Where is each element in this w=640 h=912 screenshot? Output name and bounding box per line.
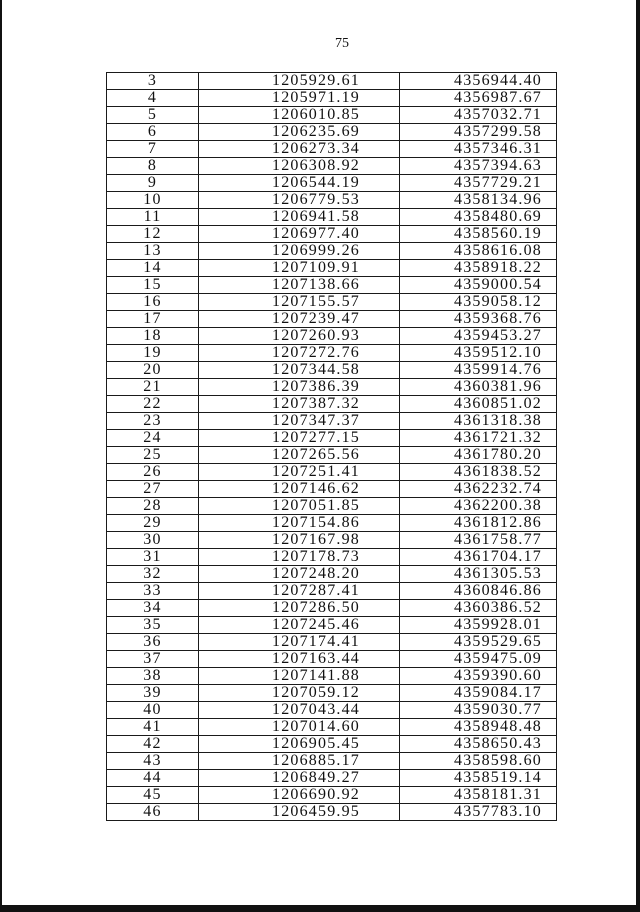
table-row	[107, 464, 557, 481]
table-cell-col2: 1206544.19	[199, 175, 400, 192]
table-row	[107, 600, 557, 617]
table-cell-col3: 4358918.22	[400, 260, 557, 277]
table-cell-index: 31	[107, 549, 199, 566]
table-cell-col3: 4359914.76	[400, 362, 557, 379]
table-cell-col2: 1207347.37	[199, 413, 400, 430]
table-cell-index: 34	[107, 600, 199, 617]
table-row	[107, 243, 557, 260]
table-cell-index: 4	[107, 90, 199, 107]
table-cell-col2: 1205929.61	[199, 73, 400, 90]
table-row	[107, 617, 557, 634]
table-row	[107, 124, 557, 141]
table-cell-index: 38	[107, 668, 199, 685]
table-cell-col3: 4359390.60	[400, 668, 557, 685]
table-cell-col3: 4358519.14	[400, 770, 557, 787]
table-row	[107, 719, 557, 736]
table-cell-index: 14	[107, 260, 199, 277]
scan-border-left	[0, 0, 2, 912]
table-cell-col2: 1207386.39	[199, 379, 400, 396]
table-cell-col3: 4359475.09	[400, 651, 557, 668]
table-cell-col3: 4357346.31	[400, 141, 557, 158]
table-cell-col3: 4359529.65	[400, 634, 557, 651]
table-cell-col2: 1207387.32	[199, 396, 400, 413]
table-row	[107, 90, 557, 107]
table-row	[107, 294, 557, 311]
table-cell-index: 45	[107, 787, 199, 804]
table-cell-index: 24	[107, 430, 199, 447]
table-cell-col3: 4361838.52	[400, 464, 557, 481]
table-row	[107, 753, 557, 770]
table-cell-index: 13	[107, 243, 199, 260]
table-cell-col2: 1207286.50	[199, 600, 400, 617]
table-cell-col3: 4361704.17	[400, 549, 557, 566]
table-cell-col2: 1206690.92	[199, 787, 400, 804]
table-cell-col2: 1207138.66	[199, 277, 400, 294]
table-cell-col3: 4359000.54	[400, 277, 557, 294]
table-cell-index: 26	[107, 464, 199, 481]
table-cell-col3: 4359512.10	[400, 345, 557, 362]
table-cell-col3: 4360846.86	[400, 583, 557, 600]
table-cell-col2: 1207141.88	[199, 668, 400, 685]
table-row	[107, 566, 557, 583]
table-cell-index: 21	[107, 379, 199, 396]
table-row	[107, 362, 557, 379]
table-cell-index: 27	[107, 481, 199, 498]
table-cell-col2: 1206905.45	[199, 736, 400, 753]
table-row	[107, 668, 557, 685]
table-cell-col3: 4358616.08	[400, 243, 557, 260]
table-cell-index: 29	[107, 515, 199, 532]
table-row	[107, 73, 557, 90]
table-row	[107, 532, 557, 549]
table-cell-col2: 1207059.12	[199, 685, 400, 702]
table-cell-col2: 1207051.85	[199, 498, 400, 515]
table-row	[107, 804, 557, 821]
table-row	[107, 685, 557, 702]
table-cell-col2: 1207167.98	[199, 532, 400, 549]
table-row	[107, 379, 557, 396]
table-cell-col2: 1207251.41	[199, 464, 400, 481]
table-cell-col3: 4356944.40	[400, 73, 557, 90]
table-row	[107, 787, 557, 804]
table-row	[107, 328, 557, 345]
table-cell-index: 11	[107, 209, 199, 226]
table-cell-index: 46	[107, 804, 199, 821]
table-cell-col3: 4357729.21	[400, 175, 557, 192]
table-cell-col3: 4357299.58	[400, 124, 557, 141]
table-row	[107, 260, 557, 277]
table-cell-col2: 1205971.19	[199, 90, 400, 107]
table-cell-index: 5	[107, 107, 199, 124]
table-cell-col2: 1206273.34	[199, 141, 400, 158]
table-cell-col2: 1207178.73	[199, 549, 400, 566]
table-cell-col2: 1207043.44	[199, 702, 400, 719]
table-cell-col2: 1206235.69	[199, 124, 400, 141]
table-cell-col3: 4359928.01	[400, 617, 557, 634]
table-row	[107, 634, 557, 651]
table-cell-index: 33	[107, 583, 199, 600]
table-row	[107, 311, 557, 328]
table-cell-index: 44	[107, 770, 199, 787]
table-cell-index: 25	[107, 447, 199, 464]
table-cell-col2: 1206459.95	[199, 804, 400, 821]
table-cell-col2: 1207154.86	[199, 515, 400, 532]
page-number: 75	[335, 36, 349, 51]
table-cell-col3: 4359368.76	[400, 311, 557, 328]
table-row	[107, 345, 557, 362]
table-cell-index: 41	[107, 719, 199, 736]
table-cell-col2: 1206308.92	[199, 158, 400, 175]
table-row	[107, 277, 557, 294]
scan-border-bottom	[0, 905, 640, 912]
table-cell-index: 17	[107, 311, 199, 328]
scan-border-right	[636, 0, 640, 912]
table-cell-index: 8	[107, 158, 199, 175]
table-cell-col3: 4360851.02	[400, 396, 557, 413]
table-cell-col3: 4358480.69	[400, 209, 557, 226]
table-row	[107, 209, 557, 226]
table-cell-col3: 4356987.67	[400, 90, 557, 107]
table-cell-col3: 4359084.17	[400, 685, 557, 702]
table-cell-col2: 1207109.91	[199, 260, 400, 277]
table-cell-col2: 1206885.17	[199, 753, 400, 770]
table-cell-index: 28	[107, 498, 199, 515]
table-row	[107, 702, 557, 719]
table-cell-index: 6	[107, 124, 199, 141]
table-cell-col3: 4358181.31	[400, 787, 557, 804]
table-cell-index: 23	[107, 413, 199, 430]
table-row	[107, 515, 557, 532]
table-cell-col2: 1207272.76	[199, 345, 400, 362]
table-row	[107, 770, 557, 787]
coordinates-table	[106, 72, 557, 821]
table-cell-col2: 1206941.58	[199, 209, 400, 226]
table-cell-col2: 1207260.93	[199, 328, 400, 345]
table-cell-col2: 1207287.41	[199, 583, 400, 600]
table-cell-index: 32	[107, 566, 199, 583]
table-cell-col2: 1206999.26	[199, 243, 400, 260]
table-cell-col2: 1207146.62	[199, 481, 400, 498]
table-cell-col2: 1207239.47	[199, 311, 400, 328]
table-row	[107, 498, 557, 515]
table-cell-col3: 4361305.53	[400, 566, 557, 583]
table-row	[107, 396, 557, 413]
table-cell-index: 20	[107, 362, 199, 379]
table-cell-index: 22	[107, 396, 199, 413]
table-cell-col3: 4360386.52	[400, 600, 557, 617]
table-cell-col3: 4361758.77	[400, 532, 557, 549]
table-cell-index: 36	[107, 634, 199, 651]
table-cell-col3: 4358134.96	[400, 192, 557, 209]
table-row	[107, 192, 557, 209]
table-cell-col2: 1207014.60	[199, 719, 400, 736]
table-cell-index: 7	[107, 141, 199, 158]
table-cell-col3: 4361318.38	[400, 413, 557, 430]
table-cell-index: 18	[107, 328, 199, 345]
table-cell-index: 43	[107, 753, 199, 770]
table-cell-col2: 1207245.46	[199, 617, 400, 634]
table-cell-index: 30	[107, 532, 199, 549]
table-cell-col3: 4359030.77	[400, 702, 557, 719]
table-cell-index: 15	[107, 277, 199, 294]
table-cell-col2: 1207155.57	[199, 294, 400, 311]
table-cell-col3: 4358598.60	[400, 753, 557, 770]
table-cell-col2: 1206977.40	[199, 226, 400, 243]
table-row	[107, 175, 557, 192]
table-row	[107, 447, 557, 464]
table-cell-index: 39	[107, 685, 199, 702]
table-cell-col2: 1206010.85	[199, 107, 400, 124]
table-cell-col3: 4358560.19	[400, 226, 557, 243]
table-row	[107, 413, 557, 430]
table-row	[107, 141, 557, 158]
table-cell-col3: 4360381.96	[400, 379, 557, 396]
table-cell-col3: 4362200.38	[400, 498, 557, 515]
table-cell-index: 19	[107, 345, 199, 362]
table-cell-col3: 4361721.32	[400, 430, 557, 447]
table-cell-col2: 1207248.20	[199, 566, 400, 583]
table-row	[107, 107, 557, 124]
table-cell-index: 40	[107, 702, 199, 719]
table-cell-index: 9	[107, 175, 199, 192]
table-row	[107, 226, 557, 243]
table-cell-index: 35	[107, 617, 199, 634]
table-cell-col3: 4359453.27	[400, 328, 557, 345]
table-cell-index: 42	[107, 736, 199, 753]
table-cell-col3: 4357783.10	[400, 804, 557, 821]
table-row	[107, 430, 557, 447]
table-cell-col3: 4359058.12	[400, 294, 557, 311]
table-cell-index: 37	[107, 651, 199, 668]
table-cell-col2: 1207277.15	[199, 430, 400, 447]
table-cell-col2: 1207344.58	[199, 362, 400, 379]
table-cell-index: 16	[107, 294, 199, 311]
table-cell-col2: 1206849.27	[199, 770, 400, 787]
table-row	[107, 158, 557, 175]
table-cell-col3: 4358948.48	[400, 719, 557, 736]
table-cell-col2: 1206779.53	[199, 192, 400, 209]
table-cell-index: 10	[107, 192, 199, 209]
table-cell-col2: 1207174.41	[199, 634, 400, 651]
table-cell-col3: 4358650.43	[400, 736, 557, 753]
table-cell-col3: 4362232.74	[400, 481, 557, 498]
table-cell-col2: 1207265.56	[199, 447, 400, 464]
table-cell-col3: 4357032.71	[400, 107, 557, 124]
table-row	[107, 549, 557, 566]
table-row	[107, 651, 557, 668]
table-body	[107, 73, 557, 821]
table-row	[107, 481, 557, 498]
table-cell-index: 3	[107, 73, 199, 90]
table-cell-col2: 1207163.44	[199, 651, 400, 668]
table-cell-col3: 4361780.20	[400, 447, 557, 464]
table-cell-col3: 4361812.86	[400, 515, 557, 532]
table-cell-index: 12	[107, 226, 199, 243]
table-row	[107, 583, 557, 600]
table-row	[107, 736, 557, 753]
table-cell-col3: 4357394.63	[400, 158, 557, 175]
